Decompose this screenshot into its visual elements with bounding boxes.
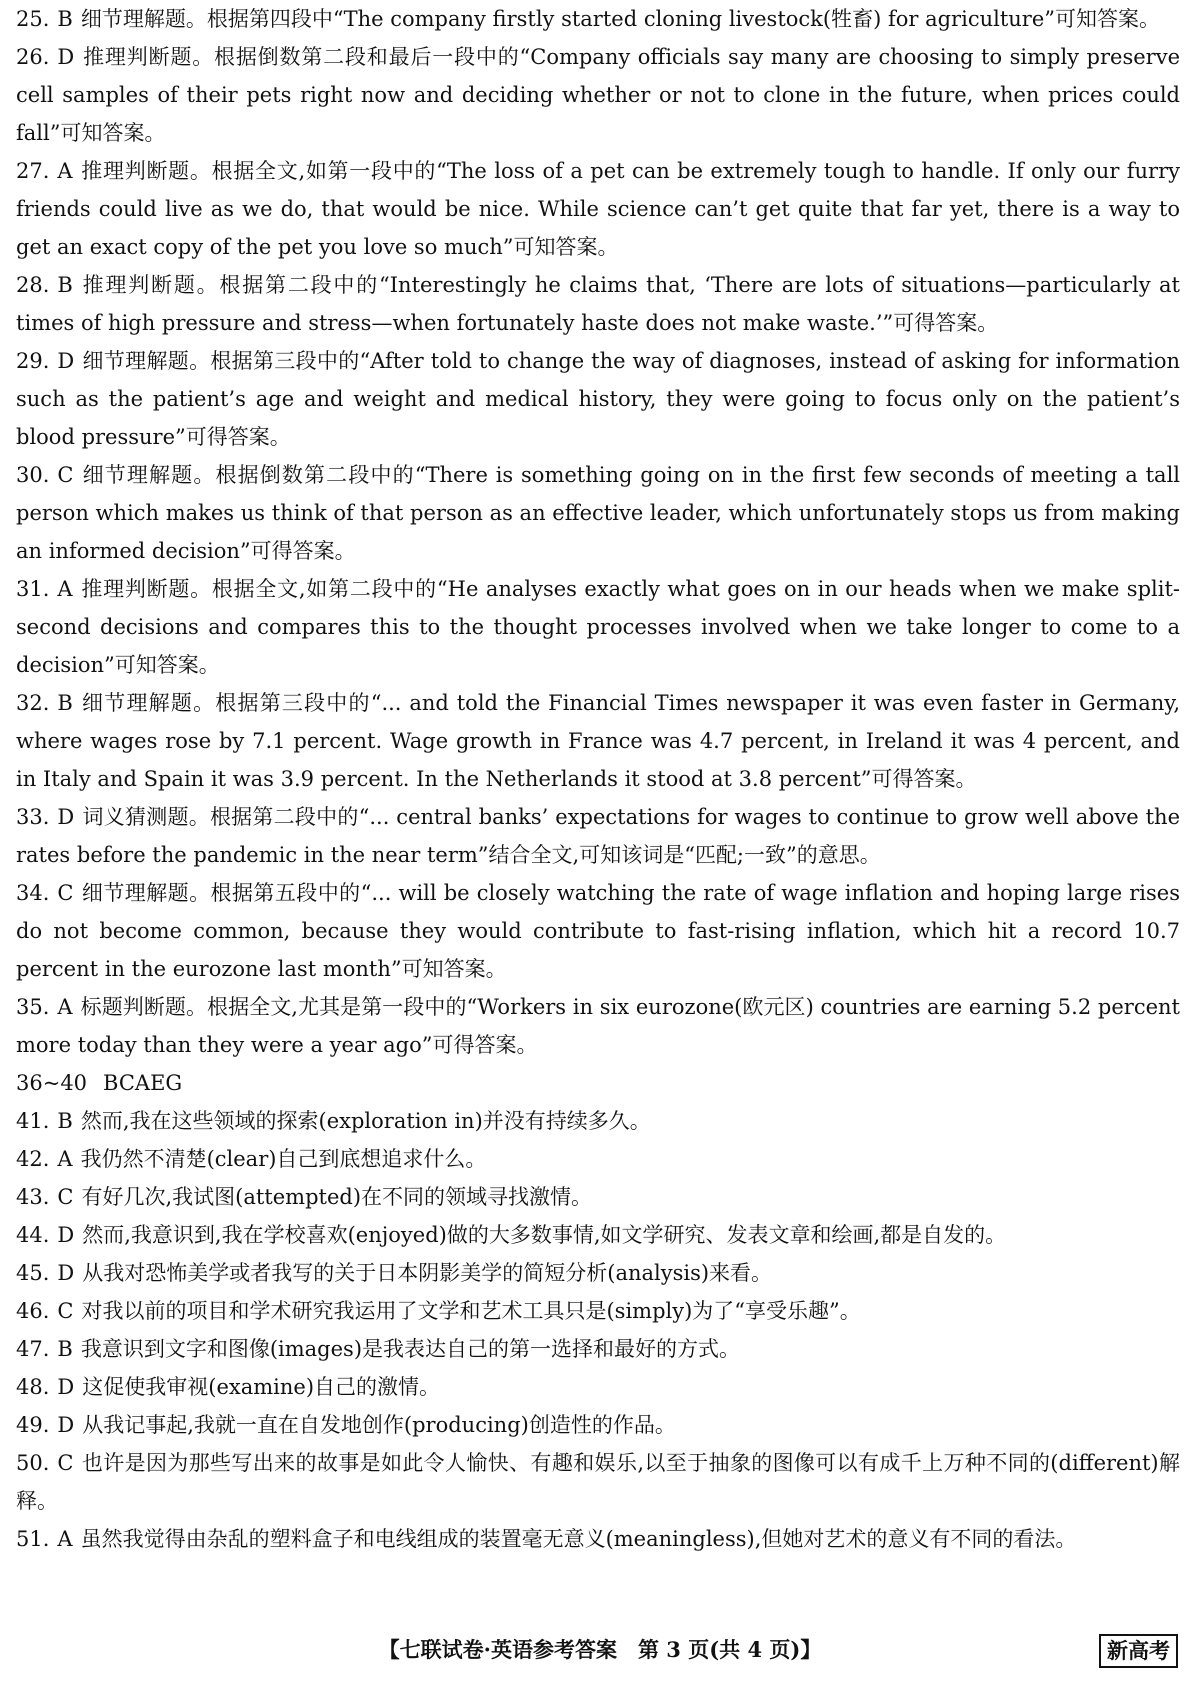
answer-key: C bbox=[57, 463, 74, 487]
answer-item bbox=[16, 1064, 1180, 1102]
answer-explanation: 从我记事起,我就一直在自发地创作(producing)创造性的作品。 bbox=[82, 1413, 676, 1437]
answer-number: 29. bbox=[16, 349, 50, 373]
answer-number: 49. bbox=[16, 1413, 50, 1437]
answer-number: 32. bbox=[16, 691, 50, 715]
answer-explanation: 这促使我审视(examine)自己的激情。 bbox=[82, 1375, 441, 1399]
answer-item bbox=[16, 1292, 1180, 1330]
answer-key: B bbox=[57, 1337, 73, 1361]
answer-key: A bbox=[57, 1527, 73, 1551]
answer-key: D bbox=[57, 349, 75, 373]
answer-explanation: 我意识到文字和图像(images)是我表达自己的第一选择和最好的方式。 bbox=[80, 1337, 741, 1361]
answer-number: 46. bbox=[16, 1299, 50, 1323]
answer-item bbox=[16, 456, 1180, 570]
answer-number: 25. bbox=[16, 7, 50, 31]
answer-number: 35. bbox=[16, 995, 50, 1019]
answer-number: 34. bbox=[16, 881, 50, 905]
answer-explanation: 推理判断题。根据第二段中的“Interestingly he claims that, ‘There are lots of situations—particularly at times of high pressure and stress—when fortunately haste does not make waste.’”可得答案。 bbox=[16, 273, 1180, 335]
answer-number: 47. bbox=[16, 1337, 50, 1361]
answer-list bbox=[16, 0, 1180, 1558]
answer-key: D bbox=[57, 1261, 75, 1285]
answer-explanation: 细节理解题。根据倒数第二段中的“There is something going on in the first few seconds of meeting a tall person which makes us think of that person as an effective leader, which unfortunately stops us from making an informed decision”可得答案。 bbox=[16, 463, 1180, 563]
answer-explanation: 细节理解题。根据第三段中的“... and told the Financial Times newspaper it was even faster in Germany, where wages rose by 7.1 percent. Wage growth in France was 4.7 percent, in Ireland it was 4 percent, and in Italy and Spain it was 3.9 percent. In the Netherlands it stood at 3.8 percent”可得答案。 bbox=[16, 691, 1180, 791]
answer-key: B bbox=[57, 7, 73, 31]
answer-explanation: 词义猜测题。根据第二段中的“... central banks’ expectations for wages to continue to grow well above the rates before the pandemic in the near term”结合全文,可知该词是“匹配;一致”的意思。 bbox=[16, 805, 1180, 867]
answer-item bbox=[16, 342, 1180, 456]
answer-number: 28. bbox=[16, 273, 50, 297]
answer-item bbox=[16, 1102, 1180, 1140]
answer-item bbox=[16, 1216, 1180, 1254]
answer-item bbox=[16, 1406, 1180, 1444]
answer-key: B bbox=[57, 273, 73, 297]
answer-item bbox=[16, 570, 1180, 684]
footer-title: 【七联试卷·英语参考答案 第 3 页(共 4 页)】 bbox=[378, 1637, 822, 1662]
answer-number: 48. bbox=[16, 1375, 50, 1399]
answer-number: 42. bbox=[16, 1147, 50, 1171]
answer-key: A bbox=[57, 159, 73, 183]
answer-number: 27. bbox=[16, 159, 50, 183]
answer-explanation: 虽然我觉得由杂乱的塑料盒子和电线组成的装置毫无意义(meaningless),但她对艺术的意义有不同的看法。 bbox=[80, 1527, 1077, 1551]
answer-number: 51. bbox=[16, 1527, 50, 1551]
answer-item bbox=[16, 1330, 1180, 1368]
answer-item bbox=[16, 1178, 1180, 1216]
answer-number: 30. bbox=[16, 463, 50, 487]
answer-item bbox=[16, 152, 1180, 266]
answer-explanation: 细节理解题。根据第五段中的“... will be closely watching the rate of wage inflation and hoping large rises do not become common, because they would contribute to fast-rising inflation, which hit a record 10.7 percent in the eurozone last month”可知答案。 bbox=[16, 881, 1180, 981]
answer-key: C bbox=[57, 1299, 74, 1323]
answer-item bbox=[16, 988, 1180, 1064]
answer-item bbox=[16, 684, 1180, 798]
answer-explanation: 细节理解题。根据第四段中“The company firstly started cloning livestock(牲畜) for agriculture”可知答案。 bbox=[80, 7, 1160, 31]
answer-item bbox=[16, 38, 1180, 152]
answer-explanation: 也许是因为那些写出来的故事是如此令人愉快、有趣和娱乐,以至于抽象的图像可以有成千上万种不同的(different)解释。 bbox=[16, 1451, 1180, 1513]
answer-explanation: 推理判断题。根据全文,如第二段中的“He analyses exactly what goes on in our heads when we make split-second decisions and compares this to the thought processes involved when we take longer to come to a decision”可知答案。 bbox=[16, 577, 1180, 677]
answer-key: A bbox=[57, 1147, 73, 1171]
answer-explanation: 有好几次,我试图(attempted)在不同的领域寻找激情。 bbox=[81, 1185, 593, 1209]
answer-explanation: 我仍然不清楚(clear)自己到底想追求什么。 bbox=[80, 1147, 487, 1171]
edition-badge: 新高考 bbox=[1099, 1634, 1178, 1668]
answer-item bbox=[16, 798, 1180, 874]
answer-number: 41. bbox=[16, 1109, 50, 1133]
answer-item bbox=[16, 1444, 1180, 1520]
answer-number: 44. bbox=[16, 1223, 50, 1247]
answer-key bbox=[87, 1071, 103, 1095]
answer-explanation: BCAEG bbox=[103, 1071, 183, 1095]
answer-key: C bbox=[57, 881, 74, 905]
answer-key: D bbox=[57, 1375, 75, 1399]
answer-key: C bbox=[57, 1185, 74, 1209]
answer-number: 33. bbox=[16, 805, 50, 829]
answer-explanation: 细节理解题。根据第三段中的“After told to change the way of diagnoses, instead of asking for information such as the patient’s age and weight and medical history, they were going to focus only on the patient’s blood pressure”可得答案。 bbox=[16, 349, 1180, 449]
answer-key: A bbox=[57, 577, 73, 601]
answer-explanation: 然而,我意识到,我在学校喜欢(enjoyed)做的大多数事情,如文学研究、发表文章和绘画,都是自发的。 bbox=[82, 1223, 1007, 1247]
answer-explanation: 对我以前的项目和学术研究我运用了文学和艺术工具只是(simply)为了“享受乐趣”。 bbox=[81, 1299, 861, 1323]
answer-number: 43. bbox=[16, 1185, 50, 1209]
answer-item bbox=[16, 266, 1180, 342]
answer-explanation: 从我对恐怖美学或者我写的关于日本阴影美学的简短分析(analysis)来看。 bbox=[82, 1261, 773, 1285]
answer-explanation: 推理判断题。根据全文,如第一段中的“The loss of a pet can be extremely tough to handle. If only our furry friends could live as we do, that would be nice. While science can’t get quite that far yet, there is a way to get an exact copy of the pet you love so much”可知答案。 bbox=[16, 159, 1180, 259]
answer-key: D bbox=[57, 1223, 75, 1247]
answer-key: D bbox=[57, 1413, 75, 1437]
answer-number: 50. bbox=[16, 1451, 50, 1475]
answer-key: B bbox=[57, 691, 73, 715]
answer-key: D bbox=[57, 805, 75, 829]
answer-item bbox=[16, 1140, 1180, 1178]
answer-key: C bbox=[57, 1451, 74, 1475]
answer-item bbox=[16, 1254, 1180, 1292]
answer-key: D bbox=[57, 45, 75, 69]
answer-item bbox=[16, 1520, 1180, 1558]
answer-key: A bbox=[57, 995, 73, 1019]
answer-number: 26. bbox=[16, 45, 50, 69]
answer-number: 36~40 bbox=[16, 1071, 88, 1095]
answer-item bbox=[16, 1368, 1180, 1406]
answer-explanation: 然而,我在这些领域的探索(exploration in)并没有持续多久。 bbox=[80, 1109, 651, 1133]
answer-item bbox=[16, 874, 1180, 988]
answer-explanation: 推理判断题。根据倒数第二段和最后一段中的“Company officials say many are choosing to simply preserve cell samples of their pets right now and deciding whether or not to clone in the future, when prices could fall”可知答案。 bbox=[16, 45, 1180, 145]
answer-number: 45. bbox=[16, 1261, 50, 1285]
answer-explanation: 标题判断题。根据全文,尤其是第一段中的“Workers in six eurozone(欧元区) countries are earning 5.2 percent more today than they were a year ago”可得答案。 bbox=[16, 995, 1180, 1057]
answer-item bbox=[16, 0, 1180, 38]
answer-number: 31. bbox=[16, 577, 50, 601]
page-footer bbox=[0, 1630, 1200, 1670]
answer-key: B bbox=[57, 1109, 73, 1133]
